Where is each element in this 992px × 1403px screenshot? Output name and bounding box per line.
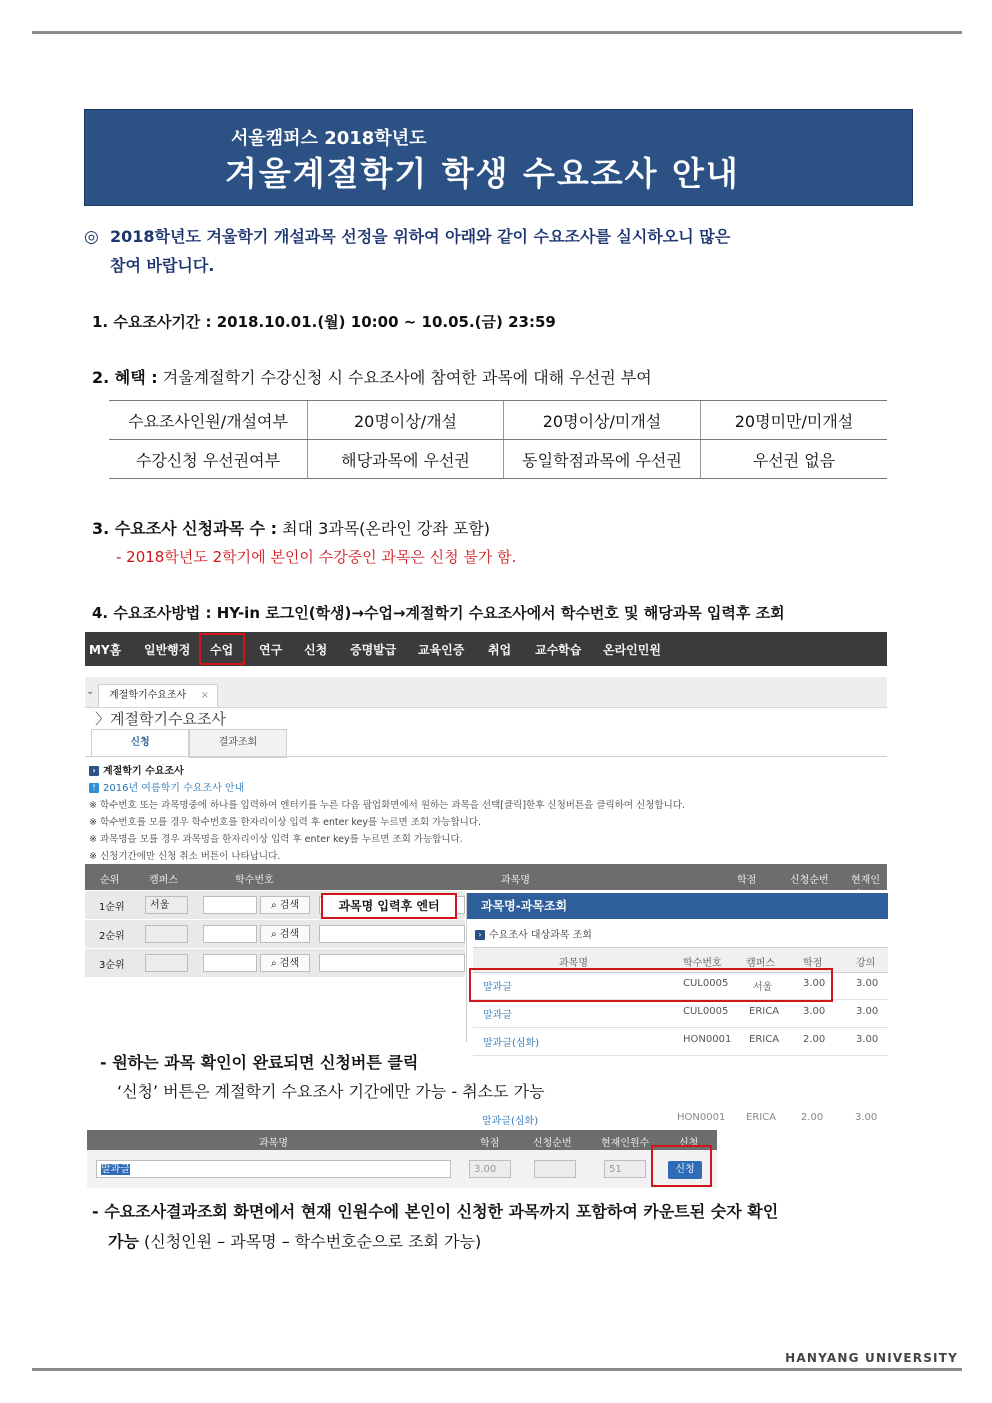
column-header: 학점 <box>480 1138 500 1149</box>
table-cell: 수강신청 우선권여부 <box>109 440 308 479</box>
popup-row[interactable] <box>473 1028 888 1056</box>
grid-header <box>85 864 887 890</box>
notice-link-text: 2016년 여름학기 수요조사 안내 <box>103 783 245 794</box>
table-cell: 우선권 없음 <box>701 440 888 479</box>
rank-cell: 1순위 <box>99 902 125 913</box>
chevron-down-icon[interactable]: ⌄ <box>86 686 95 697</box>
callout-box: 과목명 입력후 엔터 <box>321 893 457 919</box>
campus-field[interactable] <box>145 925 188 943</box>
order-field <box>534 1160 576 1178</box>
course-name-cell: 말과글(심화) <box>483 1038 540 1049</box>
search-button[interactable] <box>260 954 310 972</box>
nav-item[interactable]: 교육인증 <box>418 643 465 657</box>
lecture-cell: 3.00 <box>856 978 879 989</box>
search-button-label: 검색 <box>279 929 300 940</box>
column-header: 신청 <box>679 1138 699 1149</box>
campus-cell: ERICA <box>749 1006 780 1017</box>
credit-cell: 3.00 <box>803 1006 826 1017</box>
notice-link[interactable] <box>89 779 244 794</box>
popup-row[interactable] <box>473 1000 888 1028</box>
table-cell: 동일학점과목에 우선권 <box>504 440 701 479</box>
banner-subtitle: 서울캠퍼스 2018학년도 <box>231 128 427 149</box>
apply-button[interactable]: 신청 <box>668 1161 702 1179</box>
highlight-box <box>469 968 833 1002</box>
column-header: 현재인 <box>851 875 880 886</box>
section-count <box>92 518 490 540</box>
course-code-input[interactable] <box>203 954 257 972</box>
course-name-cell: 말과글 <box>483 1010 512 1021</box>
highlight-box <box>199 633 245 665</box>
table-row <box>87 1150 717 1188</box>
table-cell: 해당과목에 우선권 <box>308 440 504 479</box>
credit-cell: 2.00 <box>803 1034 826 1045</box>
section-method: 4. 수요조사방법 : HY-in 로그인(학생)→수업→계절학기 수요조사에서 학수번호 및 해당과목 입력후 조회 <box>92 604 785 622</box>
lecture-cell: 3.00 <box>856 1006 879 1017</box>
section-heading-text: 계절학기 수요조사 <box>103 766 184 777</box>
screenshot-apply-row <box>87 1110 726 1190</box>
course-code-cell: HON0001 <box>677 1112 726 1123</box>
column-header: 현재인원수 <box>601 1138 650 1149</box>
divider <box>85 756 887 757</box>
course-code-cell: HON0001 <box>683 1034 732 1045</box>
column-header: 학수번호 <box>683 958 722 969</box>
column-header: 과목명 <box>559 958 588 969</box>
highlight-box <box>651 1145 712 1187</box>
popup-title: 과목명-과목조회 <box>467 893 888 919</box>
column-header: 과목명 <box>259 1138 288 1149</box>
note-line: ※ 학수번호 또는 과목명중에 하나를 입력하여 엔터키를 누른 다음 팝업화면에서 원하는 과목을 선택[클릭]한후 신청버튼을 클릭하여 신청합니다. <box>89 800 685 811</box>
intro-line1: 2018학년도 겨울학기 개설과목 선정을 위하여 아래와 같이 수요조사를 실시하오니 많은 <box>110 227 731 246</box>
search-icon: ⌕ <box>270 958 277 969</box>
lecture-cell: 3.00 <box>856 1034 879 1045</box>
popup-section-heading <box>475 926 592 941</box>
column-header: 신청순번 <box>533 1138 572 1149</box>
column-header: 과목명 <box>501 875 530 886</box>
table-cell: 수요조사인원/개설여부 <box>109 401 308 440</box>
tab-seasonal-survey[interactable] <box>98 684 218 707</box>
search-icon: ⌕ <box>270 900 277 911</box>
note-line: ※ 학수번호를 모를 경우 학수번호를 한자리이상 입력 후 enter key를 누르면 조회 가능합니다. <box>89 817 482 828</box>
nav-item[interactable]: 신청 <box>304 643 328 657</box>
result-note-rest: (신청인원 – 과목명 – 학수번호순으로 조회 가능) <box>138 1232 482 1251</box>
table-cell: 20명미만/미개설 <box>701 401 888 440</box>
column-header: 강의 <box>856 958 876 969</box>
course-code-cell: CUL0005 <box>683 978 729 989</box>
intro-line2: 참여 바랍니다. <box>110 256 215 275</box>
course-code-input[interactable] <box>203 925 257 943</box>
popup-section-text: 수요조사 대상과목 조회 <box>489 930 592 941</box>
rank-cell: 2순위 <box>99 931 125 942</box>
search-button[interactable] <box>260 896 310 914</box>
column-header: 학점 <box>737 875 757 886</box>
bottom-rule <box>32 1368 962 1371</box>
nav-item[interactable]: 온라인민원 <box>603 643 661 657</box>
table-row <box>85 920 465 949</box>
table-cell: 20명이상/미개설 <box>504 401 701 440</box>
note-line: ※ 과목명을 모를 경우 과목명을 한자리이상 입력 후 enter key를 누르면 조회 가능합니다. <box>89 834 463 845</box>
subtab-apply[interactable]: 신청 <box>91 729 189 757</box>
nav-item[interactable]: MY홈 <box>89 643 122 657</box>
partial-row <box>87 1112 726 1128</box>
benefit-label: 2. 혜택 : <box>92 368 158 387</box>
partial-row-right <box>718 1112 888 1128</box>
close-icon[interactable]: × <box>200 690 209 701</box>
credit-cell: 2.00 <box>801 1112 824 1123</box>
banner-title: 겨울계절학기 학생 수요조사 안내 <box>225 154 740 193</box>
nav-item[interactable]: 교수학습 <box>535 643 582 657</box>
count-text: 최대 3과목(온라인 강좌 포함) <box>277 519 491 538</box>
nav-item[interactable]: 일반행정 <box>144 643 191 657</box>
column-header: 학수번호 <box>235 875 274 886</box>
section-benefit <box>92 367 652 389</box>
course-code-cell: CUL0005 <box>683 1006 729 1017</box>
nav-item[interactable]: 증명발급 <box>350 643 397 657</box>
apply-note: ‘신청’ 버튼은 계절학기 수요조사 기간에만 가능 - 취소도 가능 <box>117 1082 545 1101</box>
intro-symbol: ◎ <box>84 227 99 247</box>
search-button-label: 검색 <box>279 900 300 911</box>
search-icon: ⌕ <box>270 929 277 940</box>
result-note-line1: - 수요조사결과조회 화면에서 현재 인원수에 본인이 신청한 과목까지 포함하여 카운트된 숫자 확인 <box>92 1202 779 1221</box>
lecture-cell: 3.00 <box>855 1112 878 1123</box>
campus-cell: 서울 <box>753 982 773 993</box>
course-name-cell: 말과글 <box>483 982 512 993</box>
subtab-results[interactable]: 결과조회 <box>189 729 287 758</box>
count-note: - 2018학년도 2학기에 본인이 수강중인 과목은 신청 불가 함. <box>116 548 517 566</box>
search-button-label: 검색 <box>279 958 300 969</box>
screenshot-apply-page <box>85 632 887 1049</box>
table-row <box>109 401 887 440</box>
column-header: 캠퍼스 <box>149 875 178 886</box>
arrow-right-icon: › <box>475 930 485 940</box>
apply-instruction: - 원하는 과목 확인이 완료되면 신청버튼 클릭 <box>100 1053 419 1072</box>
search-button[interactable] <box>260 925 310 943</box>
note-line: ※ 신청기간에만 신청 취소 버튼이 나타납니다. <box>89 851 281 862</box>
course-name-cell: 말과글(심화) <box>482 1116 539 1127</box>
column-header: 캠퍼스 <box>746 958 775 969</box>
column-header: 순위 <box>100 875 120 886</box>
campus-field[interactable] <box>145 954 188 972</box>
result-note-line2 <box>108 1231 481 1253</box>
page-title: 〉계절학기수요조사 <box>95 710 226 728</box>
tab-label: 계절학기수요조사 <box>109 690 187 701</box>
top-rule <box>32 31 962 34</box>
rank-cell: 3순위 <box>99 960 125 971</box>
result-note-bold: 가능 <box>108 1232 139 1251</box>
course-name-input[interactable] <box>319 925 465 943</box>
campus-field[interactable]: 서울 <box>145 896 188 914</box>
column-header: 학점 <box>803 958 823 969</box>
course-name-input[interactable] <box>96 1160 451 1178</box>
benefit-text: 겨울계절학기 수강신청 시 수요조사에 참여한 과목에 대해 우선권 부여 <box>157 368 652 387</box>
benefit-table <box>109 400 887 479</box>
nav-item[interactable]: 수업 <box>210 643 234 657</box>
section-period: 1. 수요조사기간 : 2018.10.01.(월) 10:00 ~ 10.05.(금) 23:59 <box>92 313 556 331</box>
credit-cell: 3.00 <box>803 978 826 989</box>
course-name-input[interactable] <box>319 954 465 972</box>
section-heading <box>89 762 184 777</box>
credit-field: 3.00 <box>469 1160 511 1178</box>
table-cell: 20명이상/개설 <box>308 401 504 440</box>
course-name-value: 말과글 <box>101 1164 130 1175</box>
nav-item[interactable]: 취업 <box>488 643 512 657</box>
campus-cell: ERICA <box>749 1034 780 1045</box>
title-banner <box>84 109 913 206</box>
tab-strip <box>85 677 887 708</box>
footer-logo: HANYANG UNIVERSITY <box>785 1351 958 1365</box>
grid-header <box>87 1130 717 1150</box>
nav-item[interactable]: 연구 <box>259 643 283 657</box>
arrow-right-icon: › <box>89 766 99 776</box>
course-code-input[interactable] <box>203 896 257 914</box>
count-label: 3. 수요조사 신청과목 수 : <box>92 519 277 538</box>
column-header: 신청순번 <box>790 875 829 886</box>
table-row <box>109 440 887 479</box>
count-field: 51 <box>604 1160 646 1178</box>
table-row <box>85 949 465 978</box>
campus-cell: ERICA <box>746 1112 777 1123</box>
info-icon: ! <box>89 783 99 793</box>
